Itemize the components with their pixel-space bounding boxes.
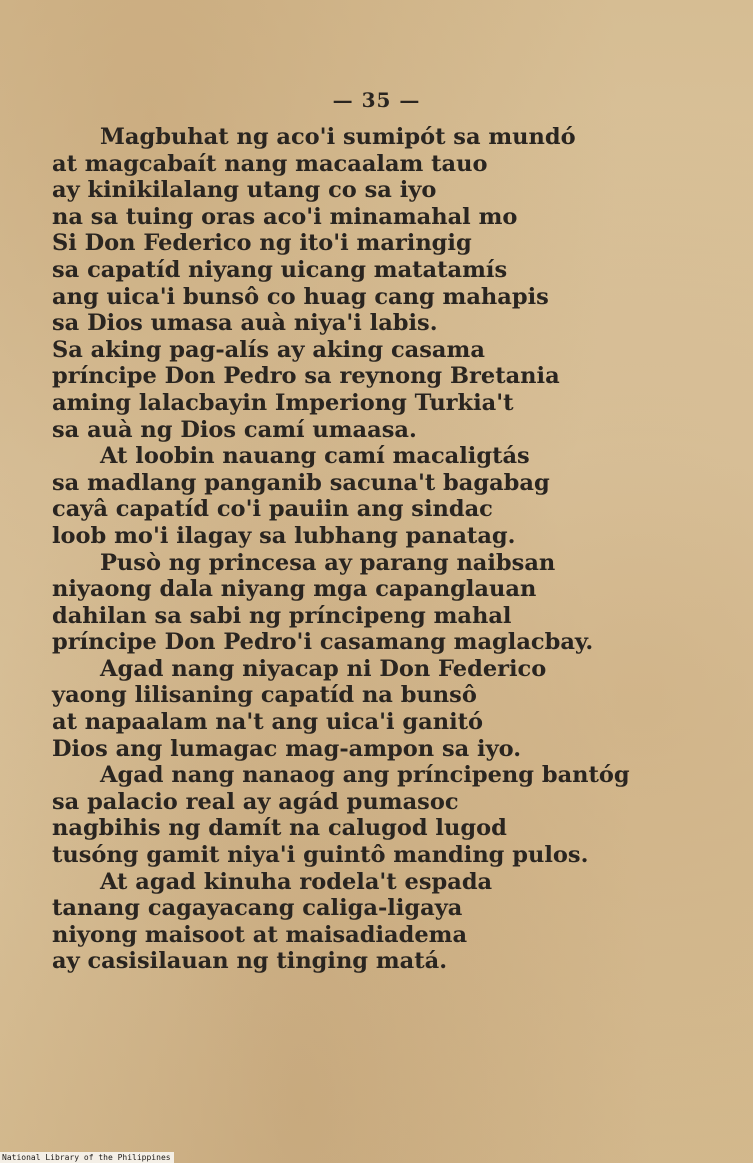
poem-line: sa Dios umasa auà niya'i labis.: [52, 310, 438, 337]
poem-line: niyong maisoot at maisadiadema: [52, 921, 468, 948]
poem-line: Agad nang niyacap ni Don Federico: [100, 655, 547, 682]
poem-line: ay casisilauan ng tinging matá.: [52, 948, 448, 975]
poem-line: cayâ capatíd co'i pauiin ang sindac: [52, 496, 493, 523]
poem-line: Pusò ng princesa ay parang naibsan: [100, 549, 556, 576]
poem-line: príncipe Don Pedro sa reynong Bretania: [52, 363, 560, 390]
poem-line: sa auà ng Dios camí umaasa.: [52, 416, 417, 443]
poem-line: niyaong dala niyang mga capanglauan: [52, 576, 537, 603]
poem-line: Dios ang lumagac mag-ampon sa iyo.: [52, 735, 522, 762]
poem-line: ay kinikilalang utang co sa iyo: [52, 177, 437, 204]
poem-body: [52, 124, 692, 975]
poem-line: at magcabaít nang macaalam tauo: [52, 150, 488, 177]
poem-line: Magbuhat ng aco'i sumipót sa mundó: [100, 124, 576, 150]
poem-line: tusóng gamit niya'i guintô manding pulos.: [52, 842, 589, 869]
poem-line: At loobin nauang camí macaligtás: [100, 443, 530, 470]
page-number: — 35 —: [332, 88, 421, 112]
poem-line: nagbihis ng damít na calugod lugod: [52, 815, 507, 842]
poem-line: sa palacio real ay agád pumasoc: [52, 788, 459, 815]
library-watermark: National Library of the Philippines: [0, 1152, 174, 1163]
poem-line: dahilan sa sabi ng príncipeng mahal: [52, 602, 512, 629]
poem-line: sa capatíd niyang uicang matatamís: [52, 256, 508, 283]
poem-line: yaong lilisaning capatíd na bunsô: [52, 682, 477, 709]
poem-line: príncipe Don Pedro'i casamang maglacbay.: [52, 629, 594, 656]
poem-line: na sa tuing oras aco'i minamahal mo: [52, 203, 518, 230]
poem-line: aming lalacbayin Imperiong Turkia't: [52, 389, 514, 416]
poem-line: At agad kinuha rodela't espada: [100, 868, 493, 895]
poem-line: Agad nang nanaog ang príncipeng bantóg: [100, 762, 630, 789]
poem-line: Sa aking pag-alís ay aking casama: [52, 336, 485, 363]
poem-line: loob mo'i ilagay sa lubhang panatag.: [52, 522, 516, 549]
poem-line: at napaalam na't ang uica'i ganitó: [52, 709, 484, 736]
poem-line: ang uica'i bunsô co huag cang mahapis: [52, 283, 549, 310]
poem-line: Si Don Federico ng ito'i maringig: [52, 230, 472, 257]
poem-line: sa madlang panganib sacuna't bagabag: [52, 469, 550, 496]
poem-line: tanang cagayacang caliga-ligaya: [52, 895, 463, 922]
